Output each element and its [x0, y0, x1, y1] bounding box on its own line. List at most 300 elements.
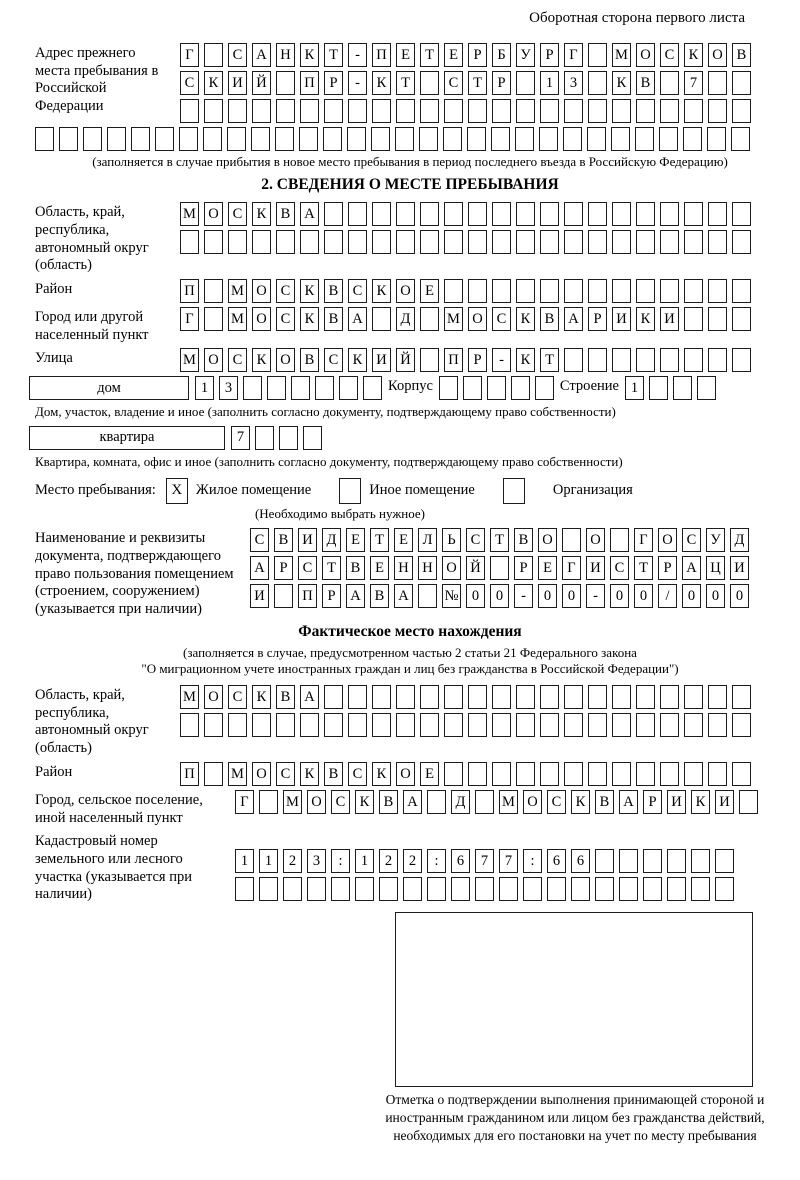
char-cell[interactable]	[324, 713, 343, 737]
char-cell[interactable]: К	[355, 790, 374, 814]
char-cell[interactable]	[279, 426, 298, 450]
char-cell[interactable]: С	[228, 348, 247, 372]
char-cell[interactable]	[395, 127, 414, 151]
char-cell[interactable]: Р	[658, 556, 677, 580]
char-cell[interactable]: Р	[324, 71, 343, 95]
char-cell[interactable]: Т	[420, 43, 439, 67]
char-cell[interactable]: Р	[322, 584, 341, 608]
char-cell[interactable]	[588, 279, 607, 303]
char-cell[interactable]	[403, 877, 422, 901]
char-cell[interactable]: Ц	[706, 556, 725, 580]
char-cell[interactable]	[492, 99, 511, 123]
char-cell[interactable]	[588, 99, 607, 123]
char-cell[interactable]: К	[300, 762, 319, 786]
actual-city-row[interactable]	[235, 790, 758, 814]
char-cell[interactable]	[276, 230, 295, 254]
document-row-1[interactable]	[250, 528, 749, 552]
char-cell[interactable]: 1	[195, 376, 214, 400]
char-cell[interactable]: М	[228, 762, 247, 786]
char-cell[interactable]: А	[252, 43, 271, 67]
char-cell[interactable]: И	[730, 556, 749, 580]
char-cell[interactable]	[564, 202, 583, 226]
char-cell[interactable]: В	[276, 202, 295, 226]
char-cell[interactable]	[420, 71, 439, 95]
char-cell[interactable]: Е	[346, 528, 365, 552]
char-cell[interactable]: У	[706, 528, 725, 552]
char-cell[interactable]	[396, 685, 415, 709]
char-cell[interactable]	[228, 230, 247, 254]
char-cell[interactable]: О	[204, 348, 223, 372]
char-cell[interactable]: 6	[547, 849, 566, 873]
char-cell[interactable]	[372, 685, 391, 709]
char-cell[interactable]: А	[348, 307, 367, 331]
char-cell[interactable]: И	[228, 71, 247, 95]
char-cell[interactable]: 0	[706, 584, 725, 608]
char-cell[interactable]	[468, 202, 487, 226]
char-cell[interactable]	[339, 376, 358, 400]
char-cell[interactable]	[660, 713, 679, 737]
char-cell[interactable]	[612, 685, 631, 709]
char-cell[interactable]	[203, 127, 222, 151]
char-cell[interactable]	[708, 202, 727, 226]
char-cell[interactable]: Р	[468, 348, 487, 372]
char-cell[interactable]: С	[331, 790, 350, 814]
char-cell[interactable]	[636, 348, 655, 372]
char-cell[interactable]: К	[252, 202, 271, 226]
char-cell[interactable]: 7	[499, 849, 518, 873]
char-cell[interactable]	[252, 230, 271, 254]
char-cell[interactable]: Д	[396, 307, 415, 331]
char-cell[interactable]	[516, 762, 535, 786]
char-cell[interactable]: И	[612, 307, 631, 331]
char-cell[interactable]	[732, 685, 751, 709]
char-cell[interactable]	[684, 230, 703, 254]
char-cell[interactable]: М	[228, 279, 247, 303]
char-cell[interactable]	[612, 279, 631, 303]
char-cell[interactable]	[468, 713, 487, 737]
char-cell[interactable]	[691, 877, 710, 901]
char-cell[interactable]	[588, 202, 607, 226]
char-cell[interactable]	[691, 849, 710, 873]
char-cell[interactable]	[707, 127, 726, 151]
char-cell[interactable]: В	[379, 790, 398, 814]
char-cell[interactable]	[612, 713, 631, 737]
char-cell[interactable]: О	[468, 307, 487, 331]
char-cell[interactable]: 3	[564, 71, 583, 95]
char-cell[interactable]: Л	[418, 528, 437, 552]
char-cell[interactable]: С	[348, 279, 367, 303]
char-cell[interactable]	[379, 877, 398, 901]
char-cell[interactable]: К	[300, 279, 319, 303]
char-cell[interactable]: :	[523, 849, 542, 873]
char-cell[interactable]	[539, 127, 558, 151]
char-cell[interactable]	[468, 279, 487, 303]
char-cell[interactable]	[540, 279, 559, 303]
char-cell[interactable]	[732, 713, 751, 737]
char-cell[interactable]: О	[204, 685, 223, 709]
char-cell[interactable]: И	[586, 556, 605, 580]
char-cell[interactable]	[564, 348, 583, 372]
char-cell[interactable]	[660, 279, 679, 303]
char-cell[interactable]	[511, 376, 530, 400]
char-cell[interactable]	[564, 230, 583, 254]
char-cell[interactable]	[708, 99, 727, 123]
char-cell[interactable]	[396, 230, 415, 254]
char-cell[interactable]	[588, 230, 607, 254]
char-cell[interactable]: 1	[235, 849, 254, 873]
char-cell[interactable]	[107, 127, 126, 151]
char-cell[interactable]	[516, 713, 535, 737]
char-cell[interactable]	[463, 376, 482, 400]
char-cell[interactable]	[516, 685, 535, 709]
actual-region-row-2[interactable]	[180, 713, 751, 737]
char-cell[interactable]	[636, 230, 655, 254]
char-cell[interactable]	[732, 307, 751, 331]
char-cell[interactable]	[490, 556, 509, 580]
char-cell[interactable]	[660, 762, 679, 786]
apartment-cells[interactable]	[231, 426, 322, 450]
char-cell[interactable]: С	[228, 685, 247, 709]
char-cell[interactable]: -	[586, 584, 605, 608]
char-cell[interactable]	[492, 202, 511, 226]
char-cell[interactable]: 1	[625, 376, 644, 400]
char-cell[interactable]: О	[252, 762, 271, 786]
char-cell[interactable]: 6	[451, 849, 470, 873]
char-cell[interactable]	[267, 376, 286, 400]
char-cell[interactable]: Т	[468, 71, 487, 95]
char-cell[interactable]: 7	[231, 426, 250, 450]
char-cell[interactable]: Р	[468, 43, 487, 67]
char-cell[interactable]	[732, 348, 751, 372]
char-cell[interactable]	[588, 762, 607, 786]
char-cell[interactable]: Е	[420, 762, 439, 786]
char-cell[interactable]	[243, 376, 262, 400]
char-cell[interactable]	[588, 685, 607, 709]
char-cell[interactable]	[588, 71, 607, 95]
char-cell[interactable]	[451, 877, 470, 901]
char-cell[interactable]: 0	[490, 584, 509, 608]
char-cell[interactable]: М	[180, 348, 199, 372]
char-cell[interactable]	[180, 230, 199, 254]
char-cell[interactable]	[420, 99, 439, 123]
char-cell[interactable]: В	[324, 279, 343, 303]
char-cell[interactable]: Е	[538, 556, 557, 580]
char-cell[interactable]	[468, 99, 487, 123]
char-cell[interactable]: И	[660, 307, 679, 331]
char-cell[interactable]	[564, 279, 583, 303]
char-cell[interactable]: К	[684, 43, 703, 67]
char-cell[interactable]	[467, 127, 486, 151]
char-cell[interactable]	[619, 877, 638, 901]
char-cell[interactable]	[276, 713, 295, 737]
char-cell[interactable]: №	[442, 584, 461, 608]
char-cell[interactable]: А	[250, 556, 269, 580]
char-cell[interactable]: А	[682, 556, 701, 580]
char-cell[interactable]: С	[250, 528, 269, 552]
char-cell[interactable]	[204, 99, 223, 123]
char-cell[interactable]: М	[612, 43, 631, 67]
char-cell[interactable]	[667, 849, 686, 873]
char-cell[interactable]: К	[372, 71, 391, 95]
char-cell[interactable]	[155, 127, 174, 151]
char-cell[interactable]	[516, 71, 535, 95]
region-row-1[interactable]	[180, 202, 751, 226]
char-cell[interactable]: Н	[418, 556, 437, 580]
char-cell[interactable]: С	[228, 43, 247, 67]
char-cell[interactable]	[595, 849, 614, 873]
char-cell[interactable]	[443, 127, 462, 151]
char-cell[interactable]	[204, 43, 223, 67]
char-cell[interactable]	[540, 202, 559, 226]
char-cell[interactable]	[180, 99, 199, 123]
char-cell[interactable]	[611, 127, 630, 151]
char-cell[interactable]	[540, 99, 559, 123]
char-cell[interactable]: Е	[370, 556, 389, 580]
checkbox-residential[interactable]: X	[166, 478, 188, 504]
char-cell[interactable]	[276, 71, 295, 95]
char-cell[interactable]	[660, 99, 679, 123]
char-cell[interactable]	[131, 127, 150, 151]
apartment-type-box[interactable]: квартира	[29, 426, 225, 450]
char-cell[interactable]	[420, 307, 439, 331]
char-cell[interactable]	[420, 202, 439, 226]
char-cell[interactable]	[499, 877, 518, 901]
char-cell[interactable]	[235, 877, 254, 901]
char-cell[interactable]	[372, 307, 391, 331]
char-cell[interactable]	[684, 713, 703, 737]
char-cell[interactable]: 6	[571, 849, 590, 873]
char-cell[interactable]: К	[691, 790, 710, 814]
char-cell[interactable]	[563, 127, 582, 151]
char-cell[interactable]	[636, 713, 655, 737]
char-cell[interactable]	[732, 230, 751, 254]
char-cell[interactable]: В	[540, 307, 559, 331]
char-cell[interactable]: 3	[219, 376, 238, 400]
char-cell[interactable]	[683, 127, 702, 151]
document-row-3[interactable]	[250, 584, 749, 608]
char-cell[interactable]: К	[636, 307, 655, 331]
char-cell[interactable]: Е	[444, 43, 463, 67]
char-cell[interactable]: М	[228, 307, 247, 331]
char-cell[interactable]	[419, 127, 438, 151]
char-cell[interactable]: О	[396, 279, 415, 303]
char-cell[interactable]: -	[348, 43, 367, 67]
char-cell[interactable]	[204, 230, 223, 254]
char-cell[interactable]	[659, 127, 678, 151]
char-cell[interactable]	[492, 762, 511, 786]
char-cell[interactable]	[516, 279, 535, 303]
char-cell[interactable]: О	[708, 43, 727, 67]
char-cell[interactable]	[468, 230, 487, 254]
char-cell[interactable]	[348, 685, 367, 709]
char-cell[interactable]	[420, 230, 439, 254]
char-cell[interactable]	[444, 99, 463, 123]
char-cell[interactable]: Д	[451, 790, 470, 814]
city-row[interactable]	[180, 307, 751, 331]
char-cell[interactable]	[660, 348, 679, 372]
char-cell[interactable]	[444, 762, 463, 786]
char-cell[interactable]: М	[283, 790, 302, 814]
char-cell[interactable]: 0	[562, 584, 581, 608]
char-cell[interactable]	[487, 376, 506, 400]
char-cell[interactable]	[732, 71, 751, 95]
checkbox-other-premises[interactable]	[339, 478, 361, 504]
char-cell[interactable]	[396, 713, 415, 737]
char-cell[interactable]	[636, 279, 655, 303]
street-row[interactable]	[180, 348, 751, 372]
char-cell[interactable]	[564, 685, 583, 709]
char-cell[interactable]	[315, 376, 334, 400]
char-cell[interactable]	[372, 230, 391, 254]
char-cell[interactable]	[684, 307, 703, 331]
char-cell[interactable]	[612, 230, 631, 254]
char-cell[interactable]	[300, 230, 319, 254]
char-cell[interactable]	[516, 230, 535, 254]
char-cell[interactable]	[227, 127, 246, 151]
char-cell[interactable]: В	[346, 556, 365, 580]
char-cell[interactable]	[372, 202, 391, 226]
char-cell[interactable]: В	[324, 307, 343, 331]
char-cell[interactable]: В	[595, 790, 614, 814]
char-cell[interactable]: В	[300, 348, 319, 372]
char-cell[interactable]	[612, 202, 631, 226]
char-cell[interactable]	[420, 348, 439, 372]
char-cell[interactable]: Й	[466, 556, 485, 580]
char-cell[interactable]	[331, 877, 350, 901]
prev-address-overflow-row[interactable]	[35, 127, 785, 151]
char-cell[interactable]: 0	[682, 584, 701, 608]
char-cell[interactable]: О	[307, 790, 326, 814]
char-cell[interactable]: 7	[684, 71, 703, 95]
char-cell[interactable]	[255, 426, 274, 450]
char-cell[interactable]	[684, 348, 703, 372]
district-row[interactable]	[180, 279, 751, 303]
char-cell[interactable]: Т	[322, 556, 341, 580]
char-cell[interactable]	[420, 685, 439, 709]
char-cell[interactable]: О	[276, 348, 295, 372]
char-cell[interactable]: П	[300, 71, 319, 95]
char-cell[interactable]: К	[204, 71, 223, 95]
char-cell[interactable]: Р	[514, 556, 533, 580]
char-cell[interactable]: П	[372, 43, 391, 67]
char-cell[interactable]	[564, 762, 583, 786]
char-cell[interactable]	[684, 685, 703, 709]
char-cell[interactable]	[588, 713, 607, 737]
korpus-cells[interactable]	[439, 376, 554, 400]
char-cell[interactable]	[179, 127, 198, 151]
char-cell[interactable]	[492, 685, 511, 709]
char-cell[interactable]	[228, 713, 247, 737]
char-cell[interactable]: /	[658, 584, 677, 608]
char-cell[interactable]	[649, 376, 668, 400]
prev-address-row-3[interactable]	[180, 99, 751, 123]
char-cell[interactable]	[731, 127, 750, 151]
char-cell[interactable]	[275, 127, 294, 151]
checkbox-organization[interactable]	[503, 478, 525, 504]
char-cell[interactable]: Г	[180, 43, 199, 67]
char-cell[interactable]	[420, 713, 439, 737]
char-cell[interactable]	[588, 348, 607, 372]
char-cell[interactable]	[739, 790, 758, 814]
stroenie-cells[interactable]	[625, 376, 716, 400]
char-cell[interactable]: С	[228, 202, 247, 226]
char-cell[interactable]	[564, 99, 583, 123]
char-cell[interactable]	[732, 99, 751, 123]
char-cell[interactable]	[612, 762, 631, 786]
char-cell[interactable]	[444, 202, 463, 226]
char-cell[interactable]: 0	[634, 584, 653, 608]
char-cell[interactable]: Т	[324, 43, 343, 67]
char-cell[interactable]	[540, 762, 559, 786]
char-cell[interactable]: Д	[730, 528, 749, 552]
char-cell[interactable]	[324, 202, 343, 226]
char-cell[interactable]	[283, 877, 302, 901]
char-cell[interactable]: О	[636, 43, 655, 67]
char-cell[interactable]	[715, 877, 734, 901]
char-cell[interactable]: В	[276, 685, 295, 709]
char-cell[interactable]: Р	[643, 790, 662, 814]
char-cell[interactable]: К	[571, 790, 590, 814]
char-cell[interactable]	[348, 202, 367, 226]
char-cell[interactable]: Г	[562, 556, 581, 580]
char-cell[interactable]	[708, 71, 727, 95]
char-cell[interactable]	[439, 376, 458, 400]
char-cell[interactable]: Е	[394, 528, 413, 552]
char-cell[interactable]: К	[372, 762, 391, 786]
char-cell[interactable]: 1	[259, 849, 278, 873]
char-cell[interactable]: М	[180, 685, 199, 709]
char-cell[interactable]	[444, 685, 463, 709]
char-cell[interactable]	[515, 127, 534, 151]
char-cell[interactable]: К	[300, 307, 319, 331]
house-type-box[interactable]: дом	[29, 376, 189, 400]
char-cell[interactable]: Р	[540, 43, 559, 67]
char-cell[interactable]	[396, 202, 415, 226]
char-cell[interactable]: И	[372, 348, 391, 372]
char-cell[interactable]: О	[442, 556, 461, 580]
char-cell[interactable]	[732, 762, 751, 786]
char-cell[interactable]	[684, 99, 703, 123]
char-cell[interactable]	[251, 127, 270, 151]
char-cell[interactable]: Т	[396, 71, 415, 95]
char-cell[interactable]: И	[667, 790, 686, 814]
char-cell[interactable]: С	[660, 43, 679, 67]
char-cell[interactable]	[697, 376, 716, 400]
char-cell[interactable]: Е	[420, 279, 439, 303]
char-cell[interactable]	[562, 528, 581, 552]
char-cell[interactable]: 0	[610, 584, 629, 608]
char-cell[interactable]	[35, 127, 54, 151]
char-cell[interactable]: Т	[540, 348, 559, 372]
char-cell[interactable]	[708, 762, 727, 786]
char-cell[interactable]: Й	[396, 348, 415, 372]
char-cell[interactable]	[635, 127, 654, 151]
char-cell[interactable]: О	[252, 307, 271, 331]
char-cell[interactable]: Т	[370, 528, 389, 552]
char-cell[interactable]	[492, 713, 511, 737]
char-cell[interactable]	[547, 877, 566, 901]
char-cell[interactable]: 2	[403, 849, 422, 873]
char-cell[interactable]: К	[252, 348, 271, 372]
char-cell[interactable]	[684, 202, 703, 226]
cadastral-row-1[interactable]	[235, 849, 734, 873]
char-cell[interactable]: С	[276, 279, 295, 303]
char-cell[interactable]	[660, 685, 679, 709]
char-cell[interactable]	[324, 230, 343, 254]
char-cell[interactable]: 0	[730, 584, 749, 608]
char-cell[interactable]	[299, 127, 318, 151]
char-cell[interactable]: Г	[634, 528, 653, 552]
